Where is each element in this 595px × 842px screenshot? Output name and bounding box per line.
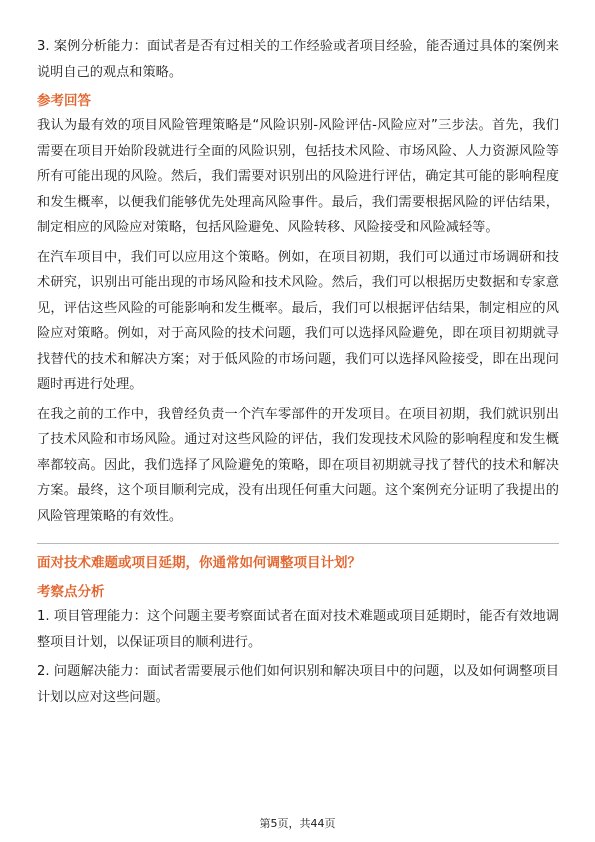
page-content: [37, 34, 559, 710]
section-divider: [37, 543, 559, 544]
intro-list-item: 3. 案例分析能力：面试者是否有过相关的工作经验或者项目经验，能否通过具体的案例来说明自己的观点和策略。: [37, 39, 559, 80]
answer-paragraph-1: 我认为最有效的项目风险管理策略是“风险识别-风险评估-风险应对”三步法。首先，我们需要在项目开始阶段就进行全面的风险识别，包括技术风险、市场风险、人力资源风险等所有可能出现的风险。然后，我们需要对识别出的风险进行评估，确定其可能的影响程度和发生概率，以便我们能够优先处理高风险事件。最后，我们需要根据风险的评估结果，制定相应的风险应对策略，包括风险避免、风险转移、风险接受和风险减轻等。: [37, 118, 559, 235]
page-footer: 第5页，共44页: [259, 817, 336, 830]
answer-heading: 参考回答: [37, 93, 91, 109]
analysis-heading: 考察点分析: [37, 584, 105, 600]
question-title: 面对技术难题或项目延期，你通常如何调整项目计划？: [37, 555, 361, 571]
answer-paragraph-2: 在汽车项目中，我们可以应用这个策略。例如，在项目初期，我们可以通过市场调研和技术研究，识别出可能出现的市场风险和技术风险。然后，我们可以根据历史数据和专家意见，评估这些风险的可能影响和发生概率。最后，我们可以根据评估结果，制定相应的风险应对策略。例如，对于高风险的技术问题，我们可以选择风险避免，即在项目初期就寻找替代的技术和解决方案；对于低风险的市场问题，我们可以选择风险接受，即在出现问题时再进行处理。: [37, 249, 559, 392]
answer-paragraph-3: 在我之前的工作中，我曾经负责一个汽车零部件的开发项目。在项目初期，我们就识别出了技术风险和市场风险。通过对这些风险的评估，我们发现技术风险的影响程度和发生概率都较高。因此，我们选择了风险避免的策略，即在项目初期就寻找了替代的技术和解决方案。最终，这个项目顺利完成，没有出现任何重大问题。这个案例充分证明了我提出的风险管理策略的有效性。: [37, 406, 559, 524]
analysis-item-2: 2. 问题解决能力：面试者需要展示他们如何识别和解决项目中的问题，以及如何调整项目计划以应对这些问题。: [37, 664, 559, 705]
analysis-item-1: 1. 项目管理能力：这个问题主要考察面试者在面对技术难题或项目延期时，能否有效地调整项目计划，以保证项目的顺利进行。: [37, 609, 559, 650]
